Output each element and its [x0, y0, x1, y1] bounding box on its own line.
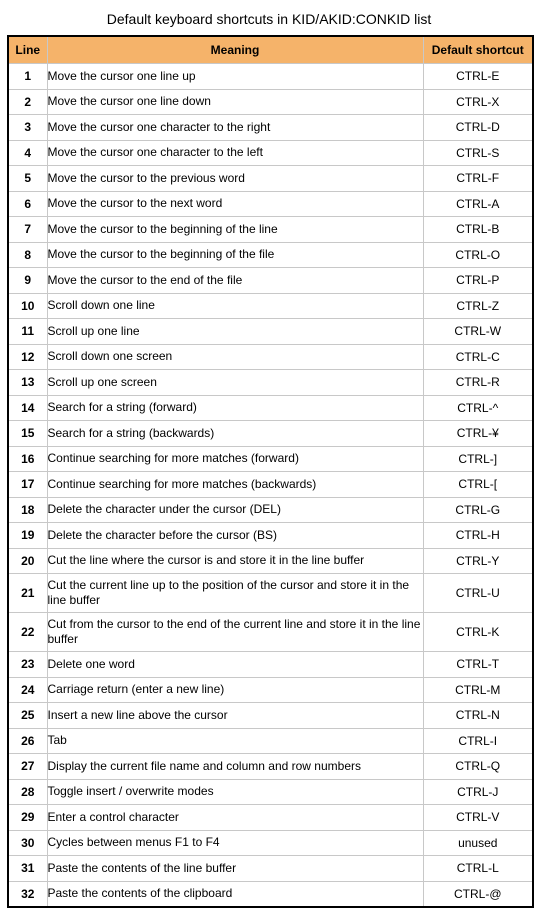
meaning-cell: Continue searching for more matches (forward): [47, 446, 423, 472]
table-row: [8, 217, 533, 243]
shortcut-cell: CTRL-^: [423, 395, 533, 421]
shortcut-cell: CTRL-B: [423, 217, 533, 243]
table-row: [8, 140, 533, 166]
line-number-cell: 5: [8, 166, 47, 192]
table-row: [8, 64, 533, 90]
shortcut-cell: CTRL-[: [423, 472, 533, 498]
table-caption: Default keyboard shortcuts in KID/AKID:CONKID list: [106, 11, 432, 27]
shortcut-cell: CTRL-O: [423, 242, 533, 268]
line-number-cell: 9: [8, 268, 47, 294]
shortcut-cell: CTRL-Y: [423, 548, 533, 574]
line-number-cell: 15: [8, 421, 47, 447]
shortcut-cell: CTRL-D: [423, 115, 533, 141]
shortcut-cell: CTRL-Z: [423, 293, 533, 319]
meaning-cell: Tab: [47, 728, 423, 754]
meaning-cell: Delete one word: [47, 652, 423, 678]
meaning-cell: Scroll down one line: [47, 293, 423, 319]
table-row: [8, 805, 533, 831]
shortcut-cell: CTRL-E: [423, 64, 533, 90]
line-number-cell: 29: [8, 805, 47, 831]
meaning-cell: Continue searching for more matches (backwards): [47, 472, 423, 498]
line-number-cell: 3: [8, 115, 47, 141]
shortcut-cell: CTRL-U: [423, 574, 533, 613]
shortcut-cell: CTRL-H: [423, 523, 533, 549]
meaning-cell: Scroll up one line: [47, 319, 423, 345]
line-number-cell: 14: [8, 395, 47, 421]
table-row: [8, 268, 533, 294]
shortcut-cell: CTRL-F: [423, 166, 533, 192]
meaning-cell: Toggle insert / overwrite modes: [47, 779, 423, 805]
line-number-cell: 6: [8, 191, 47, 217]
table-row: [8, 830, 533, 856]
shortcut-cell: CTRL-R: [423, 370, 533, 396]
meaning-cell: Cut the current line up to the position of the cursor and store it in the line buffer: [47, 574, 423, 613]
meaning-cell: Move the cursor to the beginning of the file: [47, 242, 423, 268]
shortcut-cell: CTRL-V: [423, 805, 533, 831]
table-row: [8, 779, 533, 805]
table-row: [8, 293, 533, 319]
line-number-cell: 22: [8, 613, 47, 652]
shortcut-cell: CTRL-C: [423, 344, 533, 370]
meaning-cell: Cut the line where the cursor is and store it in the line buffer: [47, 548, 423, 574]
meaning-cell: Move the cursor one character to the left: [47, 140, 423, 166]
shortcut-cell: CTRL-X: [423, 89, 533, 115]
shortcut-cell: CTRL-N: [423, 703, 533, 729]
table-row: [8, 115, 533, 141]
shortcut-cell: CTRL-P: [423, 268, 533, 294]
meaning-cell: Move the cursor one character to the right: [47, 115, 423, 141]
line-number-cell: 12: [8, 344, 47, 370]
table-row: [8, 703, 533, 729]
table-row: [8, 395, 533, 421]
meaning-cell: Delete the character under the cursor (DEL): [47, 497, 423, 523]
shortcut-cell: CTRL-W: [423, 319, 533, 345]
shortcut-cell: CTRL-@: [423, 881, 533, 907]
meaning-cell: Move the cursor one line up: [47, 64, 423, 90]
line-number-cell: 30: [8, 830, 47, 856]
line-number-cell: 20: [8, 548, 47, 574]
meaning-cell: Move the cursor to the next word: [47, 191, 423, 217]
shortcut-cell: CTRL-K: [423, 613, 533, 652]
table-header: [8, 36, 533, 64]
shortcut-cell: CTRL-L: [423, 856, 533, 882]
line-number-cell: 4: [8, 140, 47, 166]
line-number-cell: 25: [8, 703, 47, 729]
table-row: [8, 856, 533, 882]
shortcut-cell: CTRL-]: [423, 446, 533, 472]
table-row: [8, 548, 533, 574]
line-number-cell: 11: [8, 319, 47, 345]
column-header-shortcut: Default shortcut: [423, 36, 533, 64]
line-number-cell: 26: [8, 728, 47, 754]
table-body: [8, 64, 533, 908]
table-row: [8, 523, 533, 549]
meaning-cell: Move the cursor to the end of the file: [47, 268, 423, 294]
meaning-cell: Delete the character before the cursor (BS): [47, 523, 423, 549]
meaning-cell: Carriage return (enter a new line): [47, 677, 423, 703]
meaning-cell: Display the current file name and column and row numbers: [47, 754, 423, 780]
meaning-cell: Insert a new line above the cursor: [47, 703, 423, 729]
table-row: [8, 497, 533, 523]
table-row: [8, 754, 533, 780]
shortcut-cell: CTRL-I: [423, 728, 533, 754]
meaning-cell: Search for a string (forward): [47, 395, 423, 421]
shortcut-cell: CTRL-Q: [423, 754, 533, 780]
meaning-cell: Move the cursor to the beginning of the line: [47, 217, 423, 243]
table-row: [8, 421, 533, 447]
shortcut-cell: CTRL-S: [423, 140, 533, 166]
line-number-cell: 2: [8, 89, 47, 115]
line-number-cell: 21: [8, 574, 47, 613]
meaning-cell: Paste the contents of the line buffer: [47, 856, 423, 882]
line-number-cell: 19: [8, 523, 47, 549]
shortcut-cell: unused: [423, 830, 533, 856]
table-row: [8, 652, 533, 678]
table-row: [8, 677, 533, 703]
meaning-cell: Search for a string (backwards): [47, 421, 423, 447]
table-row: [8, 881, 533, 907]
meaning-cell: Paste the contents of the clipboard: [47, 881, 423, 907]
shortcut-cell: CTRL-G: [423, 497, 533, 523]
line-number-cell: 28: [8, 779, 47, 805]
line-number-cell: 1: [8, 64, 47, 90]
meaning-cell: Enter a control character: [47, 805, 423, 831]
table-row: [8, 472, 533, 498]
meaning-cell: Scroll up one screen: [47, 370, 423, 396]
line-number-cell: 27: [8, 754, 47, 780]
shortcut-cell: CTRL-M: [423, 677, 533, 703]
line-number-cell: 8: [8, 242, 47, 268]
column-header-meaning: Meaning: [47, 36, 423, 64]
table-row: [8, 319, 533, 345]
meaning-cell: Cut from the cursor to the end of the current line and store it in the line buffer: [47, 613, 423, 652]
meaning-cell: Scroll down one screen: [47, 344, 423, 370]
meaning-cell: Move the cursor to the previous word: [47, 166, 423, 192]
line-number-cell: 17: [8, 472, 47, 498]
table-row: [8, 166, 533, 192]
table-row: [8, 191, 533, 217]
line-number-cell: 18: [8, 497, 47, 523]
line-number-cell: 32: [8, 881, 47, 907]
meaning-cell: Cycles between menus F1 to F4: [47, 830, 423, 856]
line-number-cell: 13: [8, 370, 47, 396]
table-row: [8, 574, 533, 613]
line-number-cell: 23: [8, 652, 47, 678]
table-row: [8, 728, 533, 754]
column-header-line: Line: [8, 36, 47, 64]
line-number-cell: 10: [8, 293, 47, 319]
header-row: [8, 36, 533, 64]
shortcut-cell: CTRL-¥: [423, 421, 533, 447]
table-row: [8, 370, 533, 396]
line-number-cell: 24: [8, 677, 47, 703]
table-row: [8, 446, 533, 472]
table-row: [8, 242, 533, 268]
table-row: [8, 344, 533, 370]
table-row: [8, 89, 533, 115]
table-row: [8, 613, 533, 652]
meaning-cell: Move the cursor one line down: [47, 89, 423, 115]
shortcut-cell: CTRL-J: [423, 779, 533, 805]
line-number-cell: 7: [8, 217, 47, 243]
shortcuts-table: [7, 35, 534, 908]
line-number-cell: 16: [8, 446, 47, 472]
line-number-cell: 31: [8, 856, 47, 882]
shortcut-cell: CTRL-T: [423, 652, 533, 678]
shortcut-cell: CTRL-A: [423, 191, 533, 217]
